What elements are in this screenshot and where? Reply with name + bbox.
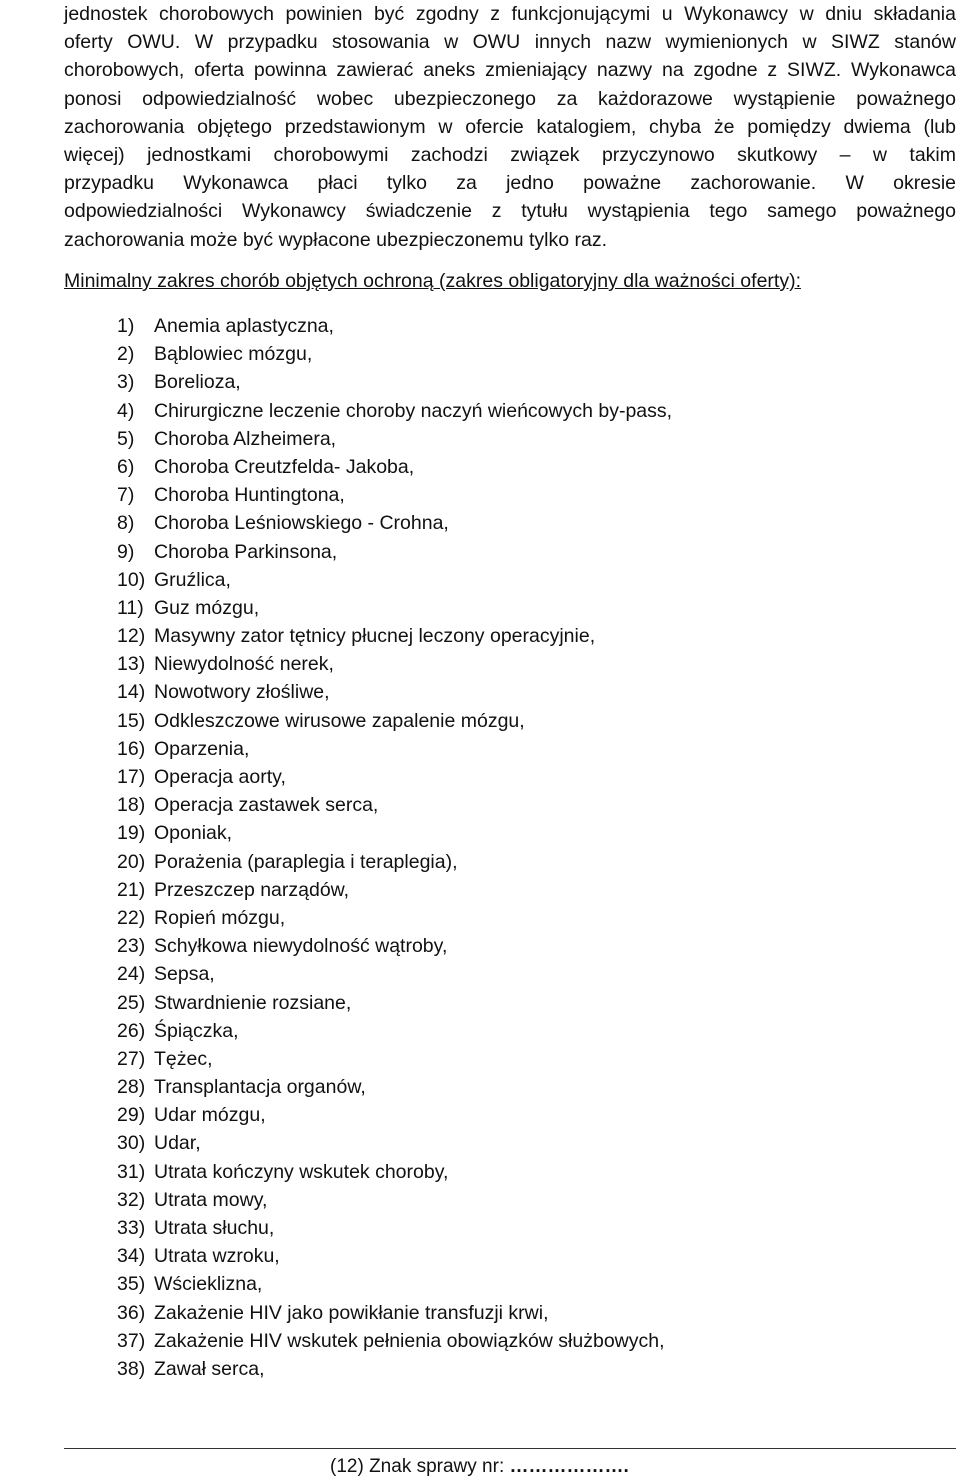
list-item-number: 22) — [117, 906, 146, 929]
list-item-text: Choroba Alzheimera, — [154, 427, 337, 450]
list-item — [117, 368, 672, 396]
list-item — [117, 1327, 672, 1355]
list-item-number: 6) — [117, 455, 135, 478]
list-item-number: 8) — [117, 512, 135, 535]
list-item — [117, 397, 672, 425]
list-item-number: 1) — [117, 315, 135, 337]
case-number-value: ………………. — [509, 1456, 629, 1477]
list-item-text: Guz mózgu, — [154, 596, 260, 619]
list-item — [117, 1242, 672, 1270]
list-item — [117, 848, 672, 876]
list-item — [117, 960, 672, 988]
intro-line: przypadku Wykonawca płaci tylko za jedno poważne zachorowanie. W okresie — [64, 172, 956, 195]
list-item-number: 20) — [117, 850, 146, 873]
list-item — [117, 1045, 672, 1073]
case-number-label: Znak sprawy nr: — [369, 1456, 505, 1477]
list-item-text: Chirurgiczne leczenie choroby naczyń wieńcowych by-pass, — [154, 399, 673, 422]
list-item — [117, 1129, 672, 1157]
list-item-text: Operacja zastawek serca, — [154, 794, 379, 817]
list-item-number: 19) — [117, 822, 146, 845]
list-item-number: 14) — [117, 681, 146, 704]
intro-line: oferty OWU. W przypadku stosowania w OWU innych nazw wymienionych w SIWZ stanów — [64, 31, 956, 54]
list-item-number: 24) — [117, 963, 146, 986]
list-item-text: Utrata wzroku, — [154, 1245, 280, 1268]
list-item-text: Choroba Huntingtona, — [154, 484, 345, 507]
list-item — [117, 1214, 672, 1242]
list-item-number: 29) — [117, 1104, 146, 1127]
list-item-text: Gruźlica, — [154, 568, 231, 591]
list-item — [117, 453, 672, 481]
list-item-number: 9) — [117, 540, 135, 563]
list-item — [117, 1270, 672, 1298]
intro-line: zachorowania może być wypłacone ubezpieczonemu tylko raz. — [64, 228, 608, 251]
list-item-text: Nowotwory złośliwe, — [154, 681, 330, 704]
list-item — [117, 566, 672, 594]
intro-line: odpowiedzialności Wykonawcy świadczenie z tytułu wystąpienia tego samego poważnego — [64, 200, 956, 223]
list-item — [117, 904, 672, 932]
list-item-text: Sepsa, — [154, 963, 215, 986]
list-item-text: Oparzenia, — [154, 737, 250, 760]
list-item — [117, 989, 672, 1017]
list-item-text: Niewydolność nerek, — [154, 653, 334, 676]
list-item-text: Zakażenie HIV wskutek pełnienia obowiązków służbowych, — [154, 1329, 665, 1352]
list-item — [117, 735, 672, 763]
list-item-text: Utrata mowy, — [154, 1188, 268, 1211]
footer-divider — [64, 1448, 956, 1449]
intro-paragraph — [64, 0, 956, 254]
list-item-text: Utrata słuchu, — [154, 1217, 275, 1239]
list-item — [117, 932, 672, 960]
list-item-number: 26) — [117, 1019, 146, 1042]
list-item-number: 3) — [117, 371, 135, 394]
list-item — [117, 650, 672, 678]
list-item-number: 36) — [117, 1301, 146, 1324]
list-item-text: Bąblowiec mózgu, — [154, 343, 313, 366]
list-item-text: Choroba Creutzfelda- Jakoba, — [154, 455, 415, 478]
list-item-text: Transplantacja organów, — [154, 1076, 366, 1099]
list-item — [117, 1073, 672, 1101]
list-item-number: 4) — [117, 399, 135, 422]
list-item-text: Stwardnienie rozsiane, — [154, 991, 352, 1014]
list-item-number: 11) — [117, 596, 144, 619]
page-footer — [330, 1454, 629, 1480]
list-item — [117, 340, 672, 368]
list-item-text: Choroba Parkinsona, — [154, 540, 338, 563]
list-item-text: Przeszczep narządów, — [154, 878, 350, 901]
list-item-text: Choroba Leśniowskiego - Crohna, — [154, 512, 449, 535]
list-item-number: 34) — [117, 1245, 146, 1268]
list-item-text: Udar, — [154, 1132, 201, 1155]
list-item-number: 33) — [117, 1217, 146, 1239]
list-item — [117, 876, 672, 904]
list-item — [117, 791, 672, 819]
list-item-text: Operacja aorty, — [154, 766, 286, 788]
list-item-number: 38) — [117, 1357, 146, 1380]
list-item-text: Borelioza, — [154, 371, 241, 394]
list-item-number: 23) — [117, 935, 146, 958]
list-item — [117, 425, 672, 453]
list-item-number: 12) — [117, 625, 146, 648]
list-item-number: 31) — [117, 1160, 146, 1183]
list-item — [117, 1186, 672, 1214]
intro-line: jednostek chorobowych powinien być zgodny z funkcjonującymi u Wykonawcy w dniu składania — [64, 3, 956, 25]
list-item — [117, 481, 672, 509]
list-item-number: 16) — [117, 737, 146, 760]
list-item-number: 28) — [117, 1076, 146, 1099]
list-item-text: Masywny zator tętnicy płucnej leczony operacyjnie, — [154, 625, 596, 648]
list-item — [117, 707, 672, 735]
list-item-text: Tężec, — [154, 1047, 213, 1070]
list-item — [117, 1017, 672, 1045]
intro-line: ponosi odpowiedzialność wobec ubezpieczonego za każdorazowe wystąpienie poważnego — [64, 87, 956, 110]
list-item — [117, 1355, 672, 1383]
list-item-number: 27) — [117, 1047, 146, 1070]
list-item-text: Porażenia (paraplegia i teraplegia), — [154, 850, 458, 873]
list-item-number: 5) — [117, 427, 135, 450]
list-item — [117, 594, 672, 622]
list-item-number: 7) — [117, 484, 135, 507]
list-item — [117, 1299, 672, 1327]
list-item — [117, 312, 672, 340]
intro-line: więcej) jednostkami chorobowymi zachodzi związek przyczynowo skutkowy – w takim — [64, 143, 956, 166]
list-item-text: Schyłkowa niewydolność wątroby, — [154, 935, 448, 958]
list-item-number: 32) — [117, 1188, 146, 1211]
list-item-text: Zawał serca, — [154, 1357, 265, 1380]
intro-line: chorobowych, oferta powinna zawierać aneks zmieniający nazwy na zgodne z SIWZ. Wykonawca — [64, 59, 956, 82]
list-item-text: Anemia aplastyczna, — [154, 315, 334, 337]
intro-line: zachorowania objętego przedstawionym w ofercie katalogiem, chyba że pomiędzy dwiema (lub — [64, 115, 956, 138]
list-item — [117, 1101, 672, 1129]
list-item-number: 35) — [117, 1273, 146, 1296]
list-item-text: Odkleszczowe wirusowe zapalenie mózgu, — [154, 709, 525, 732]
list-item-text: Oponiak, — [154, 822, 233, 845]
list-item-number: 10) — [117, 568, 146, 591]
list-item-text: Śpiączka, — [154, 1019, 239, 1042]
list-item — [117, 509, 672, 537]
list-item — [117, 538, 672, 566]
list-item-number: 2) — [117, 343, 135, 366]
list-item-text: Zakażenie HIV jako powikłanie transfuzji krwi, — [154, 1301, 549, 1324]
list-item — [117, 1158, 672, 1186]
list-item-text: Udar mózgu, — [154, 1104, 266, 1127]
list-item — [117, 763, 672, 791]
list-item — [117, 819, 672, 847]
list-item-number: 15) — [117, 709, 146, 732]
list-item — [117, 622, 672, 650]
disease-list — [117, 312, 672, 1383]
list-item-text: Utrata kończyny wskutek choroby, — [154, 1160, 449, 1183]
section-subheading: Minimalny zakres chorób objętych ochroną (zakres obligatoryjny dla ważności oferty): — [64, 270, 801, 292]
list-item-number: 21) — [117, 878, 146, 901]
list-item-number: 37) — [117, 1329, 146, 1352]
list-item-number: 25) — [117, 991, 146, 1014]
page-number: (12) — [330, 1456, 364, 1477]
list-item-number: 13) — [117, 653, 146, 676]
list-item-text: Wścieklizna, — [154, 1273, 263, 1296]
list-item — [117, 678, 672, 706]
list-item-number: 30) — [117, 1132, 146, 1155]
list-item-text: Ropień mózgu, — [154, 906, 286, 929]
list-item-number: 17) — [117, 766, 146, 788]
list-item-number: 18) — [117, 794, 146, 817]
